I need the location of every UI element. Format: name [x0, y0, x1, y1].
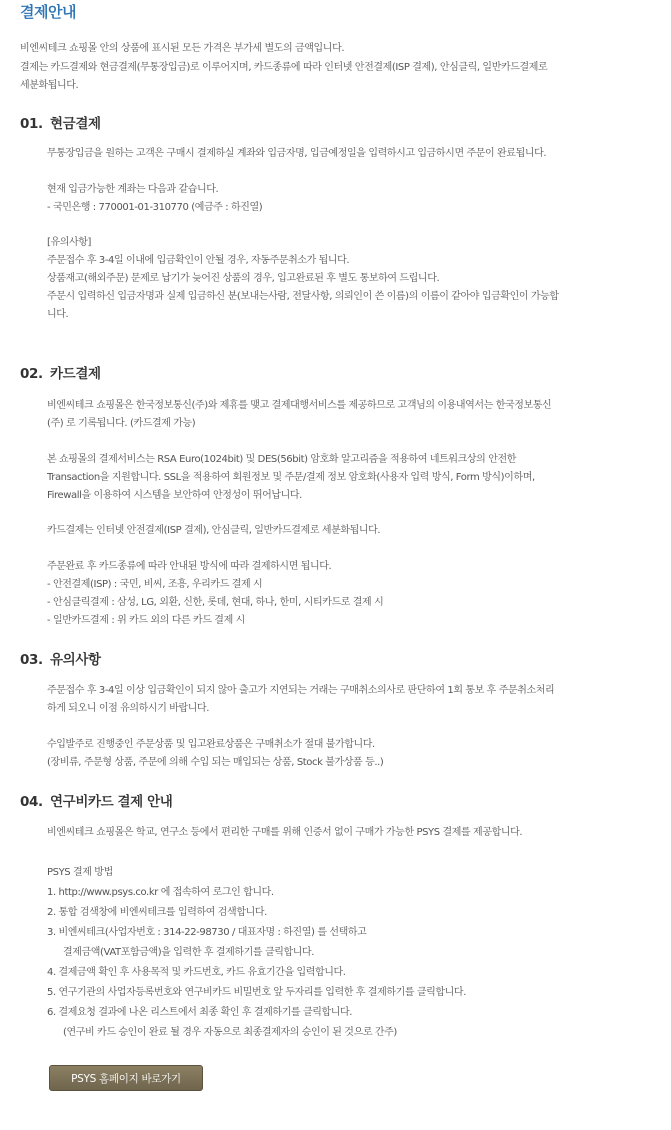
- card-methods: [47, 558, 652, 630]
- text-line: 주문접수 후 3-4일 이상 입금확인이 되지 않아 출고가 지연되는 거래는 구매취소의사로 판단하여 1회 통보 후 주문취소처리: [47, 685, 555, 696]
- section-number: 01.: [20, 116, 43, 132]
- text-line: 하게 되오니 이점 유의하시기 바랍니다.: [47, 703, 210, 714]
- section-heading-cash: [20, 115, 101, 133]
- page-title: 결제안내: [20, 3, 76, 21]
- text-line: 카드결제는 인터넷 안전결제(ISP 결제), 안심클릭, 일반카드결제로 세분화됩니다.: [47, 525, 381, 536]
- cash-account: [47, 181, 652, 217]
- section-title: 현금결제: [50, 116, 101, 132]
- notice-text: [47, 682, 652, 718]
- section-heading-psys: [20, 793, 172, 811]
- text-line: 비엔씨테크 쇼핑몰은 한국정보통신(주)와 제휴를 맺고 결제대행서비스를 제공하므로 고객님의 이용내역서는 한국정보통신: [47, 400, 552, 411]
- steps-label: PSYS 결제 방법: [47, 867, 113, 878]
- cash-notice: [47, 234, 652, 324]
- text-line: 주문접수 후 3-4일 이내에 입금확인이 안될 경우, 자동주문취소가 됩니다.: [47, 255, 350, 266]
- psys-intro: [47, 824, 652, 842]
- text-line: (주) 로 기록됩니다. (카드결제 가능): [47, 418, 196, 429]
- section-title: 카드결제: [50, 366, 101, 382]
- card-types: [47, 522, 652, 540]
- intro-text: [20, 40, 660, 96]
- card-security: [47, 451, 652, 505]
- notice-label: [유의사항]: [47, 237, 92, 248]
- text-line: 주문완료 후 카드종류에 따라 안내된 방식에 따라 결제하시면 됩니다.: [47, 561, 332, 572]
- step-item: 4. 결제금액 확인 후 사용목적 및 카드번호, 카드 유효기간을 입력합니다.: [47, 967, 346, 978]
- step-item: 6. 결제요청 결과에 나온 리스트에서 최종 확인 후 결제하기를 클릭합니다.: [47, 1007, 353, 1018]
- intro-line: 세분화됩니다.: [20, 80, 79, 91]
- section-number: 02.: [20, 366, 43, 382]
- intro-line: 비엔씨테크 쇼핑몰 안의 상품에 표시된 모든 가격은 부가세 별도의 금액입니다.: [20, 43, 345, 54]
- text-line: 본 쇼핑몰의 결제서비스는 RSA Euro(1024bit) 및 DES(56bit) 암호화 알고리즘을 적용하여 네트워크상의 안전한: [47, 454, 516, 465]
- list-item: - 안전결제(ISP) : 국민, 비씨, 조흥, 우리카드 결제 시: [47, 579, 263, 590]
- list-item: - 일반카드결제 : 위 카드 외의 다른 카드 결제 시: [47, 615, 245, 626]
- text-line: 상품재고(해외주문) 문제로 납기가 늦어진 상품의 경우, 입고완료된 후 별도 통보하여 드립니다.: [47, 273, 440, 284]
- section-heading-card: [20, 365, 101, 383]
- section-title: 유의사항: [50, 652, 101, 668]
- text-line: 무통장입금을 원하는 고객은 구매시 결제하실 계좌와 입금자명, 입금예정일을 입력하시고 입금하시면 주문이 완료됩니다.: [47, 148, 547, 159]
- step-item: 2. 통합 검색창에 비엔씨테크를 입력하여 검색합니다.: [47, 907, 267, 918]
- notice-cancel: [47, 736, 652, 772]
- section-number: 03.: [20, 652, 43, 668]
- list-item: - 안심클릭결제 : 삼성, LG, 외환, 신한, 롯데, 현대, 하나, 한미, 시티카드로 결제 시: [47, 597, 384, 608]
- step-item: 1. http://www.psys.co.kr 에 접속하여 로그인 합니다.: [47, 887, 274, 898]
- step-item: 3. 비엔씨테크(사업자번호 : 314-22-98730 / 대표자명 : 하진열) 를 선택하고: [47, 927, 367, 938]
- text-line: 니다.: [47, 309, 69, 320]
- psys-homepage-button[interactable]: PSYS 홈페이지 바로가기: [49, 1065, 203, 1091]
- bank-account: - 국민은행 : 770001-01-310770 (예금주 : 하진열): [47, 202, 263, 213]
- section-heading-notice: [20, 651, 101, 669]
- text-line: Transaction을 지원합니다. SSL을 적용하여 회원정보 및 주문/결제 정보 암호화(사용자 입력 방식, Form 방식)이하며,: [47, 472, 535, 483]
- text-line: (장비류, 주문형 상품, 주문에 의해 수입 되는 매입되는 상품, Stock 불가상품 등..): [47, 757, 384, 768]
- step-item: 결제금액(VAT포함금액)을 입력한 후 결제하기를 클릭합니다.: [63, 947, 315, 958]
- step-item: (연구비 카드 승인이 완료 될 경우 자동으로 최종결제자의 승인이 된 것으로 간주): [63, 1027, 397, 1038]
- text-line: 수입발주로 진행중인 주문상품 및 입고완료상품은 구매취소가 절대 불가합니다.: [47, 739, 375, 750]
- text-line: Firewall을 이용하여 시스템을 보안하여 안정성이 뛰어납니다.: [47, 490, 302, 501]
- intro-line: 결제는 카드결제와 현금결제(무통장입금)로 이루어지며, 카드종류에 따라 인터넷 안전결제(ISP 결제), 안심클릭, 일반카드결제로: [20, 61, 548, 73]
- text-line: 주문시 입력하신 입금자명과 실제 입금하신 분(보내는사람, 전달사항, 의뢰인이 쓴 이름)의 이름이 같아야 입금확인이 가능합: [47, 291, 559, 302]
- card-intro: [47, 397, 652, 433]
- text-line: 현재 입금가능한 계좌는 다음과 같습니다.: [47, 184, 219, 195]
- text-line: 비엔씨테크 쇼핑몰은 학교, 연구소 등에서 편리한 구매를 위해 인증서 없이 구매가 가능한 PSYS 결제를 제공합니다.: [47, 827, 523, 838]
- step-item: 5. 연구기관의 사업자등록번호와 연구비카드 비밀번호 앞 두자리를 입력한 후 결제하기를 클릭합니다.: [47, 987, 466, 998]
- section-number: 04.: [20, 794, 43, 810]
- cash-text: [47, 145, 652, 163]
- psys-steps: [47, 864, 652, 1042]
- section-title: 연구비카드 결제 안내: [50, 794, 173, 810]
